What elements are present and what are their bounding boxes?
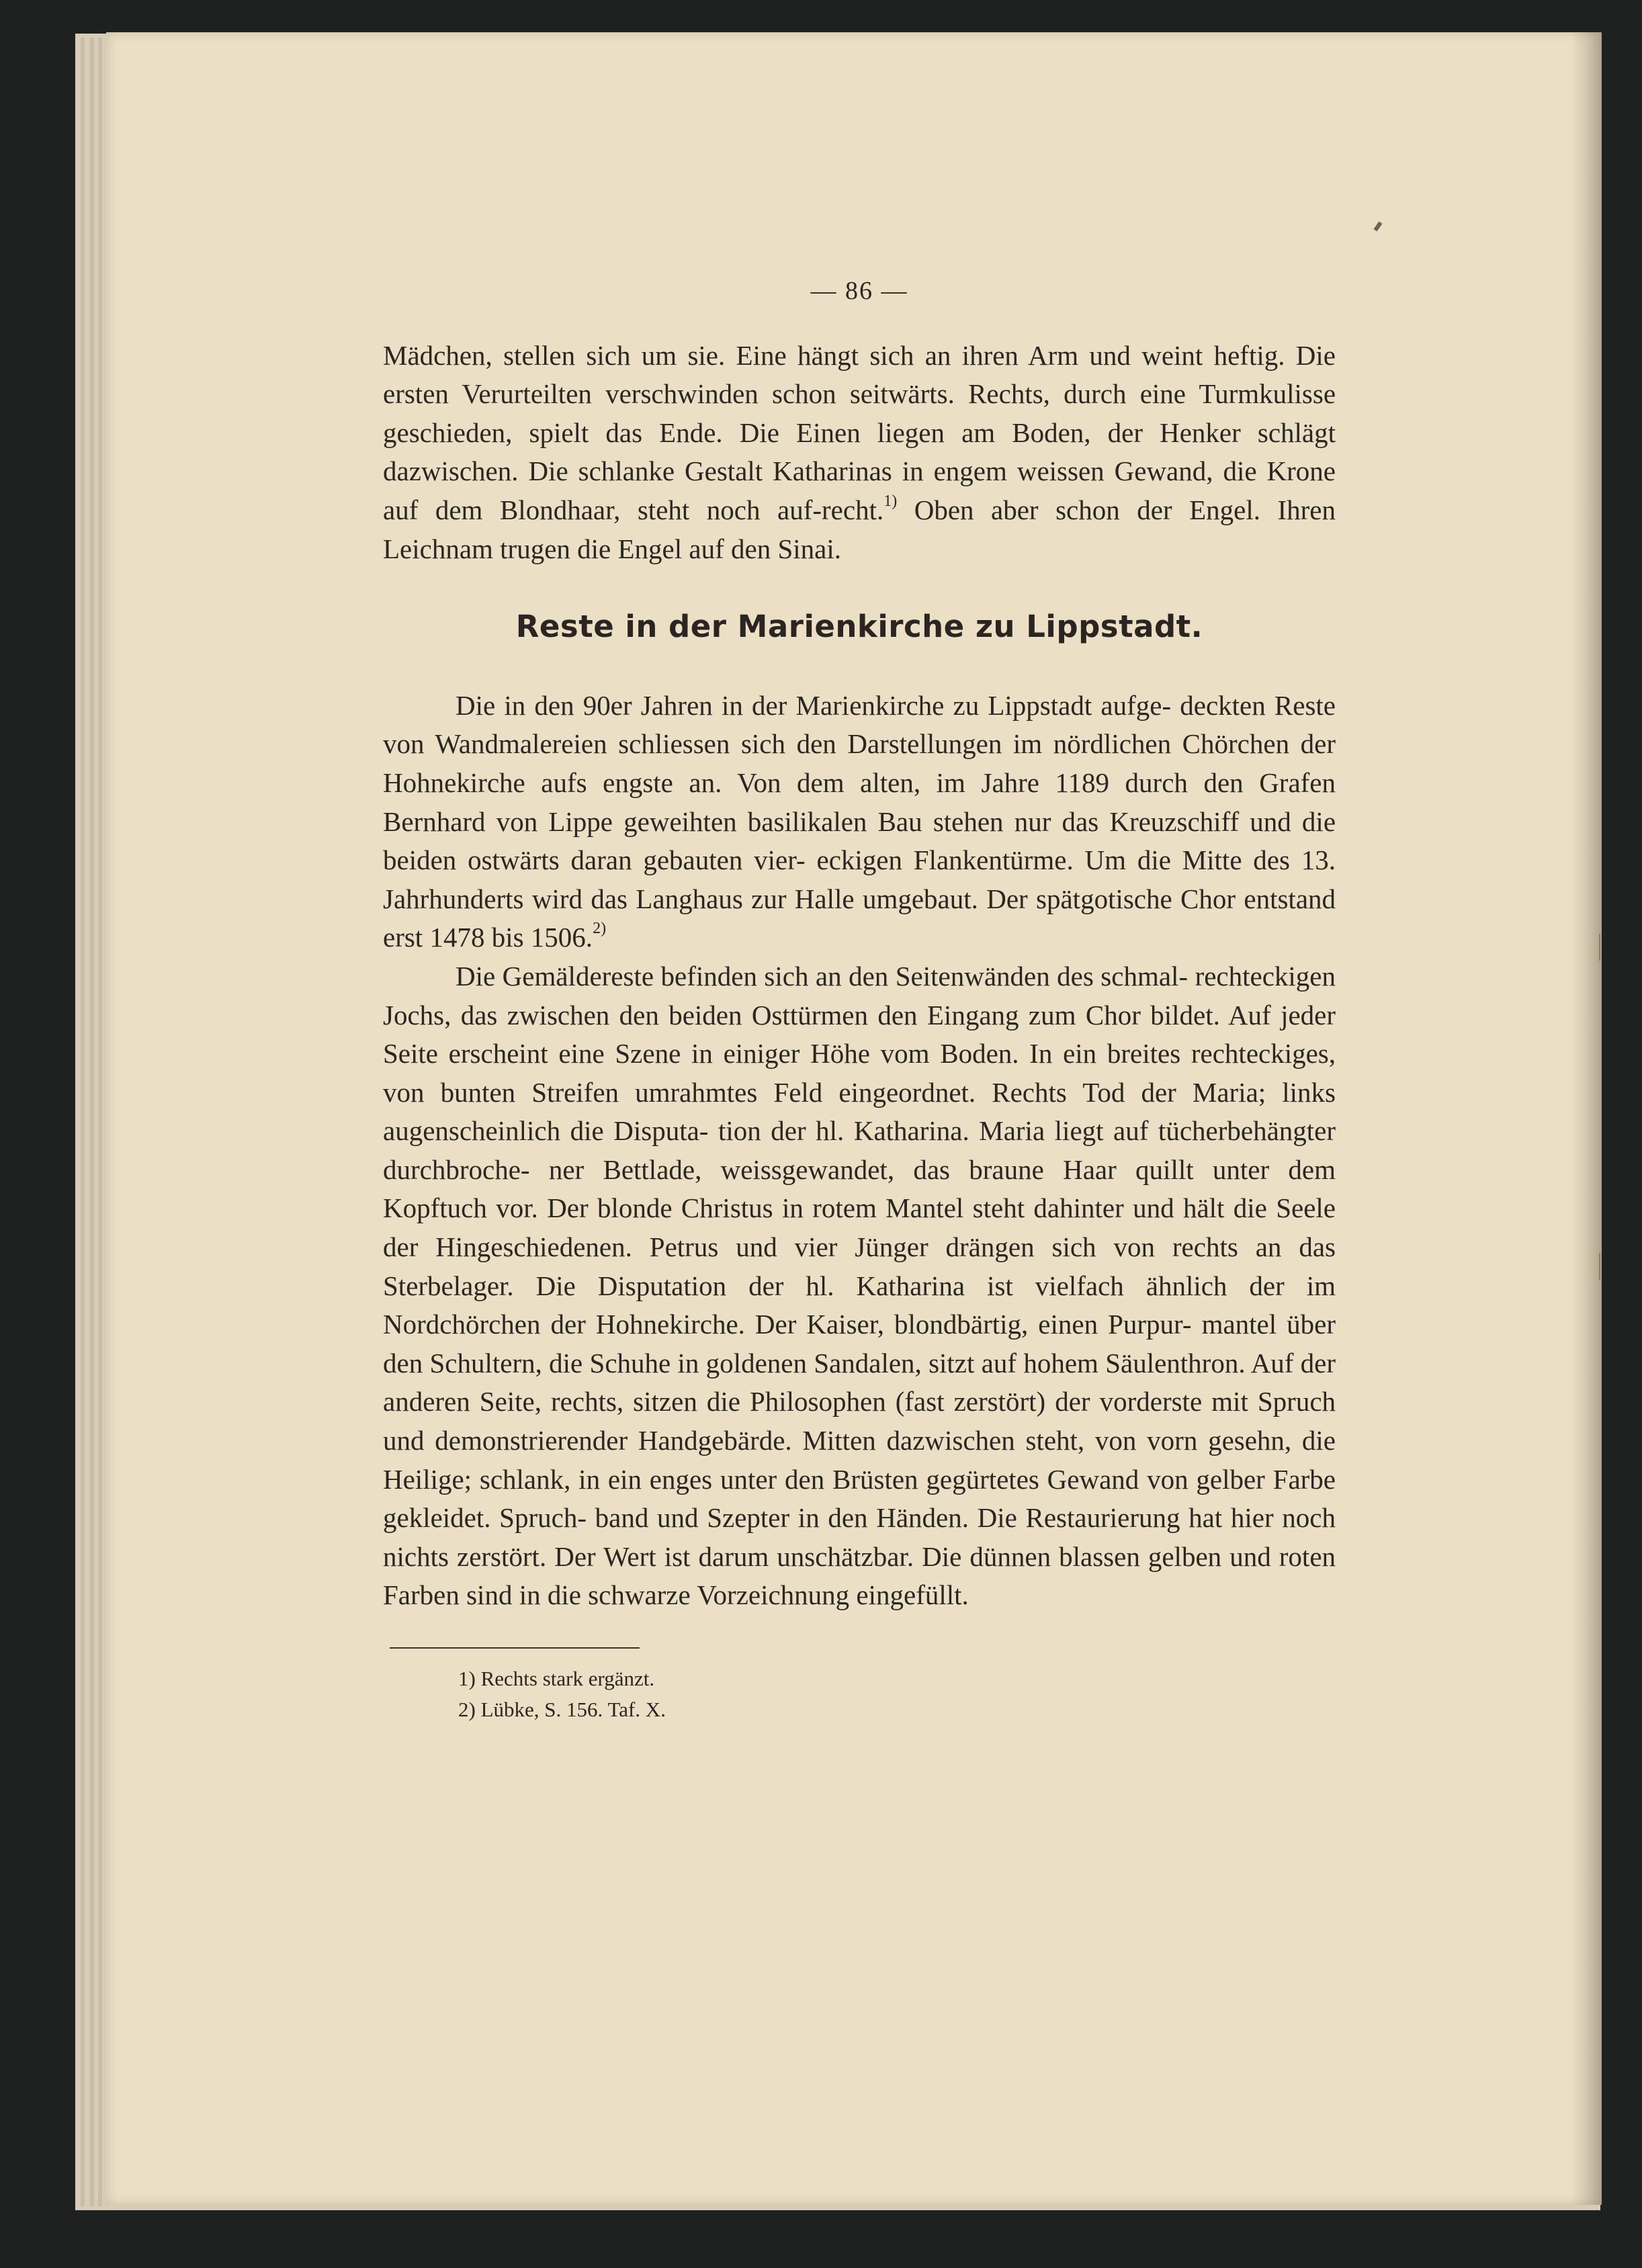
page-number: — 86 —	[810, 277, 908, 305]
gutter-mark	[1599, 934, 1600, 961]
footnote-ref-2: 2)	[593, 920, 607, 938]
page-edge	[81, 38, 85, 2206]
body-paragraph-1: Die in den 90er Jahren in der Marienkirche zu Lippstadt aufge- deckten Reste von Wandmalereien schliessen sich den Darstellungen im nördlichen Chörchen der Hohnekirche aufs engste an. Von dem alten, im Jahre 1189 durch den Grafen Bernhard von Lippe geweihten basilikalen Bau stehen nur das Kreuzschiff und die beiden ostwärts daran gebauten vier- eckigen Flankentürme. Um die Mitte des 13. Jahrhunderts wird das Langhaus zur Halle umgebaut. Der spätgotische Chor entstand erst 1478 bis 1506.$^{2)}$	[383, 689, 1336, 953]
footnote-divider	[390, 1647, 640, 1649]
gutter-mark	[1599, 1253, 1600, 1280]
intro-paragraph: Mädchen, stellen sich um sie. Eine hängt sich an ihren Arm und weint heftig. Die ersten Verurteilten verschwinden schon seitwärts. Rechts, durch eine Turmkulisse geschieden, spielt das Ende. Die Einen liegen am Boden, der Henker schlägt dazwischen. Die schlanke Gestalt Katharinas in engem weissen Gewand, die Krone auf dem Blondhaar, steht noch auf-recht.$^{1)}$ Oben aber schon der Engel. Ihren Leichnam trugen die Engel auf den Sinai.	[383, 339, 1336, 564]
footnote-ref-1: 1)	[883, 492, 898, 510]
section-heading: Reste in der Marienkirche zu Lippstadt.	[515, 609, 1203, 645]
page-edge	[98, 38, 102, 2206]
page-text-block	[383, 272, 1336, 1725]
spine-shadow	[1571, 32, 1602, 2205]
footnote-1: 1) Rechts stark ergänzt.	[458, 1667, 655, 1690]
body-paragraph-2: Die Gemäldereste befinden sich an den Seitenwänden des schmal- rechteckigen Jochs, das zwischen den beiden Osttürmen den Eingang zum Chor bildet. Auf jeder Seite erscheint eine Szene in einiger Höhe vom Boden. In ein breites rechteckiges, von bunten Streifen umrahmtes Feld eingeordnet. Rechts Tod der Maria; links augenscheinlich die Disputa- tion der hl. Katharina. Maria liegt auf tücherbehängter durchbroche- ner Bettlade, weissgewandet, das braune Haar quillt unter dem Kopftuch vor. Der blonde Christus in rotem Mantel steht dahinter und hält die Seele der Hingeschiedenen. Petrus und vier Jünger drängen sich von rechts an das Sterbelager. Die Disputation der hl. Katharina ist vielfach ähnlich der im Nordchörchen der Hohnekirche. Der Kaiser, blondbärtig, einen Purpur- mantel über den Schultern, die Schuhe in goldenen Sandalen, sitzt auf hohem Säulenthron. Auf der anderen Seite, rechts, sitzen die Philosophen (fast zerstört) der vorderste mit Spruch und demonstrierender Handgebärde. Mitten dazwischen steht, von vorn gesehn, die Heilige; schlank, in ein enges unter den Brüsten gegürtetes Gewand von gelber Farbe gekleidet. Spruch- band und Szepter in den Händen. Die Restaurierung hat hier noch nichts zerstört. Der Wert ist darum unschätzbar. Die dünnen blassen gelben und roten Farben sind in die schwarze Vorzeichnung eingefüllt.	[383, 960, 1336, 1611]
page-edge	[90, 38, 94, 2206]
footnote-2: 2) Lübke, S. 156. Taf. X.	[458, 1698, 666, 1721]
